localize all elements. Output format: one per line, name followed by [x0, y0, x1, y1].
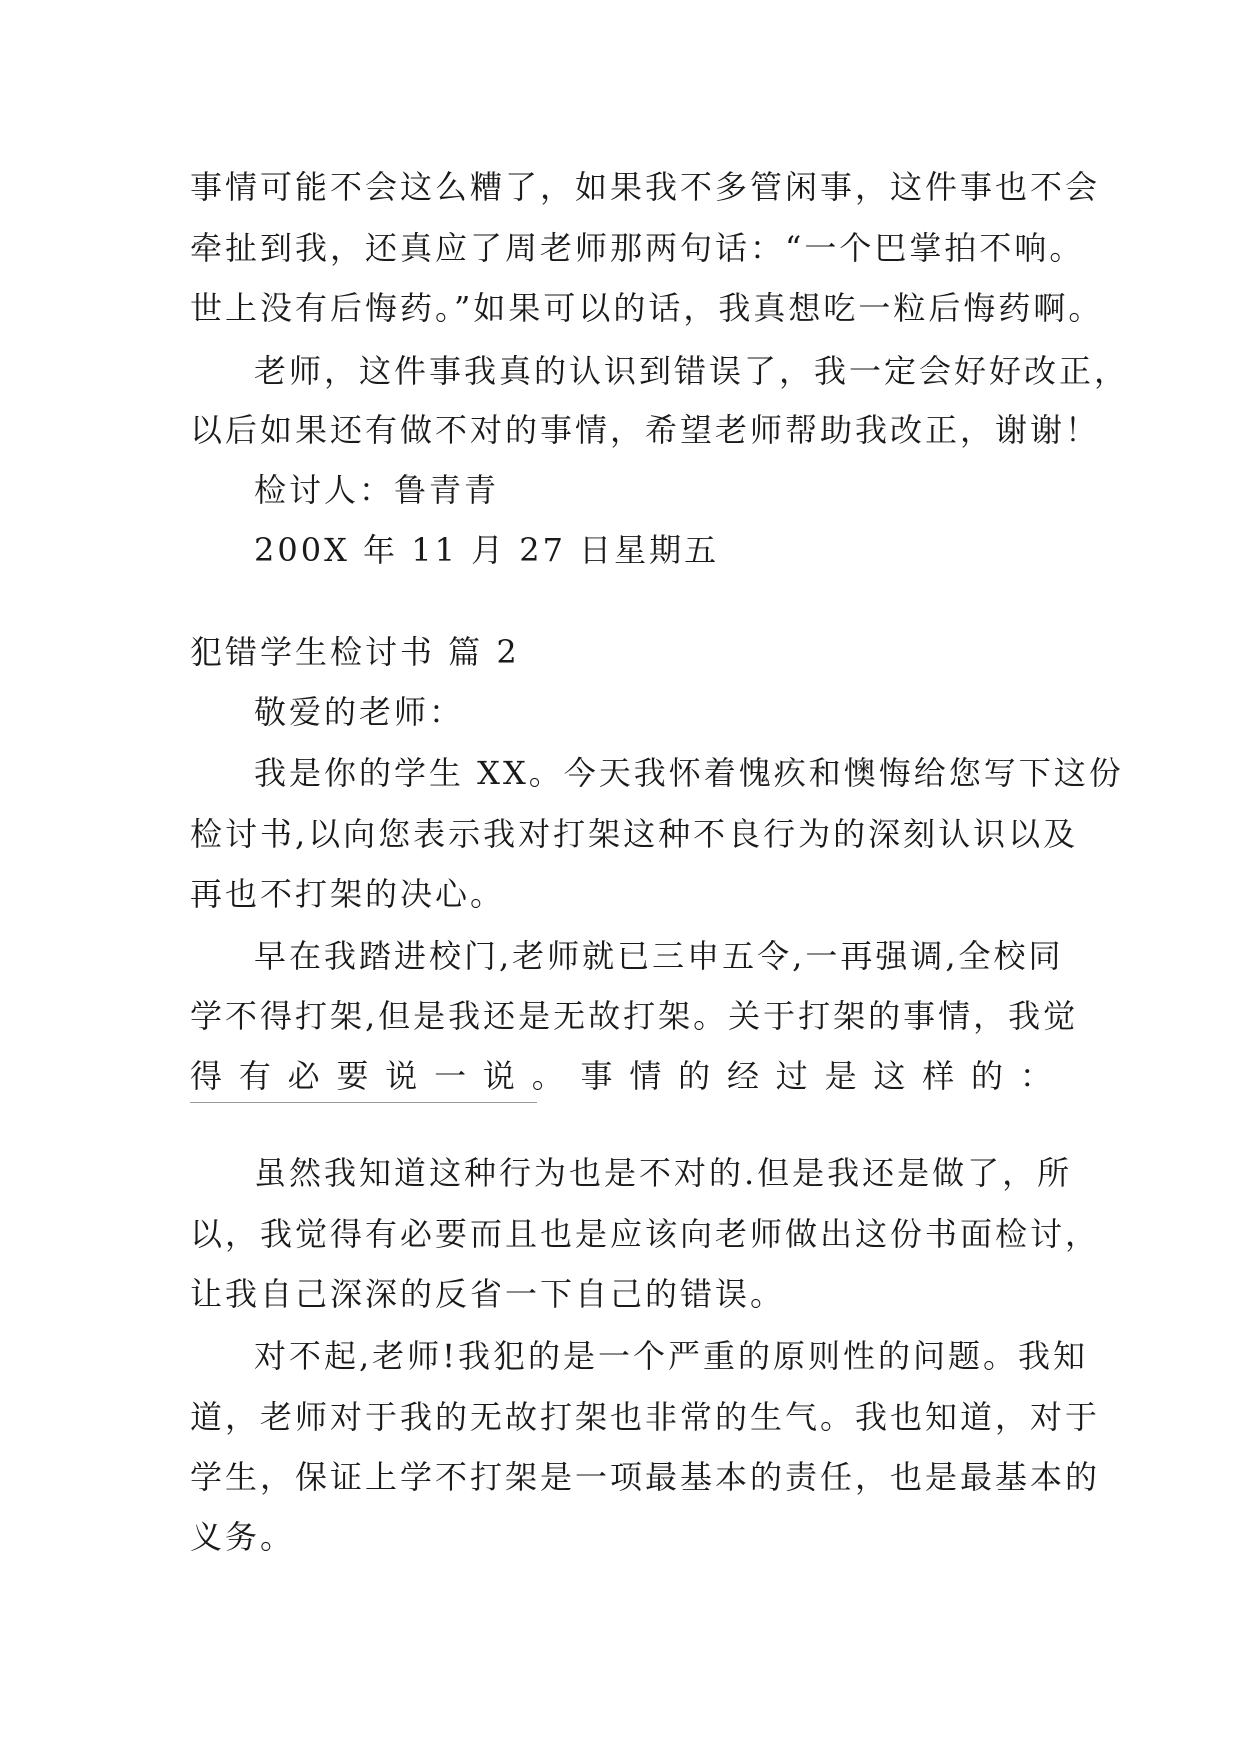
char: 经 [726, 1057, 759, 1095]
date-line: 200X 年 11 月 27 日星期五 [254, 531, 720, 569]
char: 得 [190, 1057, 223, 1095]
justified-line [190, 1056, 1052, 1096]
paragraph-line: 让我自己深深的反省一下自己的错误。 [190, 1275, 786, 1313]
char: 事 [580, 1057, 613, 1095]
char: 说 [482, 1057, 515, 1095]
char: 是 [824, 1057, 857, 1095]
paragraph-line: 对不起,老师!我犯的是一个严重的原则性的问题。我知 [254, 1337, 1089, 1375]
char: 的 [971, 1057, 1004, 1095]
char: 样 [922, 1057, 955, 1095]
char: 情 [629, 1057, 662, 1095]
paragraph-line: 牵扯到我，还真应了周老师那两句话：“一个巴掌拍不响。 [190, 229, 1085, 267]
paragraph-line: 检讨书,以向您表示我对打架这种不良行为的深刻认识以及 [190, 815, 1079, 853]
paragraph-line: 道，老师对于我的无故打架也非常的生气。我也知道，对于 [190, 1398, 1101, 1436]
signature-line: 检讨人：鲁青青 [254, 471, 500, 509]
char: 过 [775, 1057, 808, 1095]
char: 的 [678, 1057, 711, 1095]
char: 必 [287, 1057, 320, 1095]
paragraph-line: 老师，这件事我真的认识到错误了，我一定会好好改正， [254, 352, 1130, 390]
paragraph-line: 义务。 [190, 1518, 296, 1556]
char: ： [1019, 1057, 1052, 1095]
paragraph-line: 早在我踏进校门,老师就已三申五令,一再强调,全校同 [254, 937, 1064, 975]
char: 这 [873, 1057, 906, 1095]
salutation: 敬爱的老师： [254, 693, 465, 731]
paragraph-line: 世上没有后悔药。”如果可以的话，我真想吃一粒后悔药啊。 [190, 289, 1104, 327]
char: 一 [434, 1057, 467, 1095]
paragraph-line: 我是你的学生 XX。今天我怀着愧疚和懊悔给您写下这份 [254, 754, 1124, 792]
paragraph-line: 以，我觉得有必要而且也是应该向老师做出这份书面检讨， [190, 1215, 1101, 1253]
char: 有 [238, 1057, 271, 1095]
paragraph-line: 学生，保证上学不打架是一项最基本的责任，也是最基本的 [190, 1458, 1101, 1496]
footnote-divider [190, 1102, 537, 1103]
section-heading: 犯错学生检讨书 篇 2 [190, 633, 520, 671]
paragraph-line: 学不得打架,但是我还是无故打架。关于打架的事情，我觉 [190, 997, 1079, 1035]
paragraph-line: 事情可能不会这么糟了，如果我不多管闲事，这件事也不会 [190, 168, 1101, 206]
paragraph-line: 再也不打架的决心。 [190, 875, 506, 913]
char: 说 [385, 1057, 418, 1095]
paragraph-line: 虽然我知道这种行为也是不对的.但是我还是做了，所 [254, 1154, 1073, 1192]
char: 。 [531, 1057, 564, 1095]
paragraph-line: 以后如果还有做不对的事情，希望老师帮助我改正，谢谢！ [190, 411, 1101, 449]
char: 要 [336, 1057, 369, 1095]
